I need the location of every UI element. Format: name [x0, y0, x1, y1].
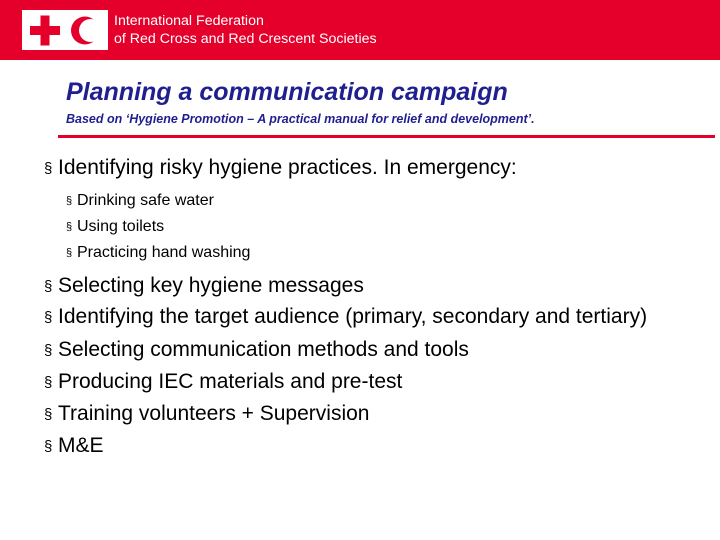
bullet-text: M&E [58, 434, 104, 457]
slide-title: Planning a communication campaign [66, 78, 508, 106]
bullet-list [44, 152, 694, 462]
sub-bullet-text: Drinking safe water [77, 192, 214, 209]
red-crescent-icon [71, 17, 102, 45]
emblem [22, 10, 108, 50]
sub-bullet-text: Practicing hand washing [77, 244, 251, 261]
bullet-marker-icon: § [66, 195, 73, 207]
bullet-marker-icon: § [44, 406, 53, 423]
org-name [108, 10, 377, 50]
bullet-marker-icon: § [44, 374, 53, 391]
bullet-marker-icon: § [44, 342, 53, 359]
title-divider [58, 135, 715, 138]
bullet-text: Selecting key hygiene messages [58, 274, 364, 297]
bullet-text: Identifying the target audience (primary, secondary and tertiary) [58, 305, 648, 328]
bullet-text: Identifying risky hygiene practices. In emergency: [58, 156, 517, 179]
bullet-item [44, 398, 694, 430]
bullet-marker-icon: § [66, 247, 73, 259]
bullet-item [44, 430, 694, 462]
slide-subtitle: Based on ‘Hygiene Promotion – A practical manual for relief and development’. [66, 112, 535, 126]
bullet-marker-icon: § [66, 221, 73, 233]
bullet-item [44, 366, 694, 398]
bullet-marker-icon: § [44, 309, 53, 326]
bullet-text: Producing IEC materials and pre-test [58, 370, 403, 393]
red-cross-red-crescent-icon [22, 10, 108, 50]
ifrc-logo [22, 10, 377, 50]
bullet-item [44, 334, 694, 366]
bullet-text: Training volunteers + Supervision [58, 402, 370, 425]
bullet-text: Selecting communication methods and tools [58, 338, 469, 361]
red-cross-icon [30, 16, 60, 46]
bullet-item [44, 152, 694, 184]
sub-bullet-item [66, 240, 694, 266]
bullet-marker-icon: § [44, 160, 53, 177]
org-name-line2: of Red Cross and Red Crescent Societies [114, 31, 377, 47]
bullet-marker-icon: § [44, 438, 53, 455]
bullet-item [44, 270, 694, 302]
org-name-line1: International Federation [114, 13, 264, 29]
sub-bullet-item [66, 214, 694, 240]
bullet-item [44, 302, 694, 332]
sub-bullet-item [66, 188, 694, 214]
bullet-marker-icon: § [44, 278, 53, 295]
sub-bullet-text: Using toilets [77, 218, 165, 235]
sub-bullet-list [66, 188, 694, 266]
header-banner [0, 0, 720, 60]
